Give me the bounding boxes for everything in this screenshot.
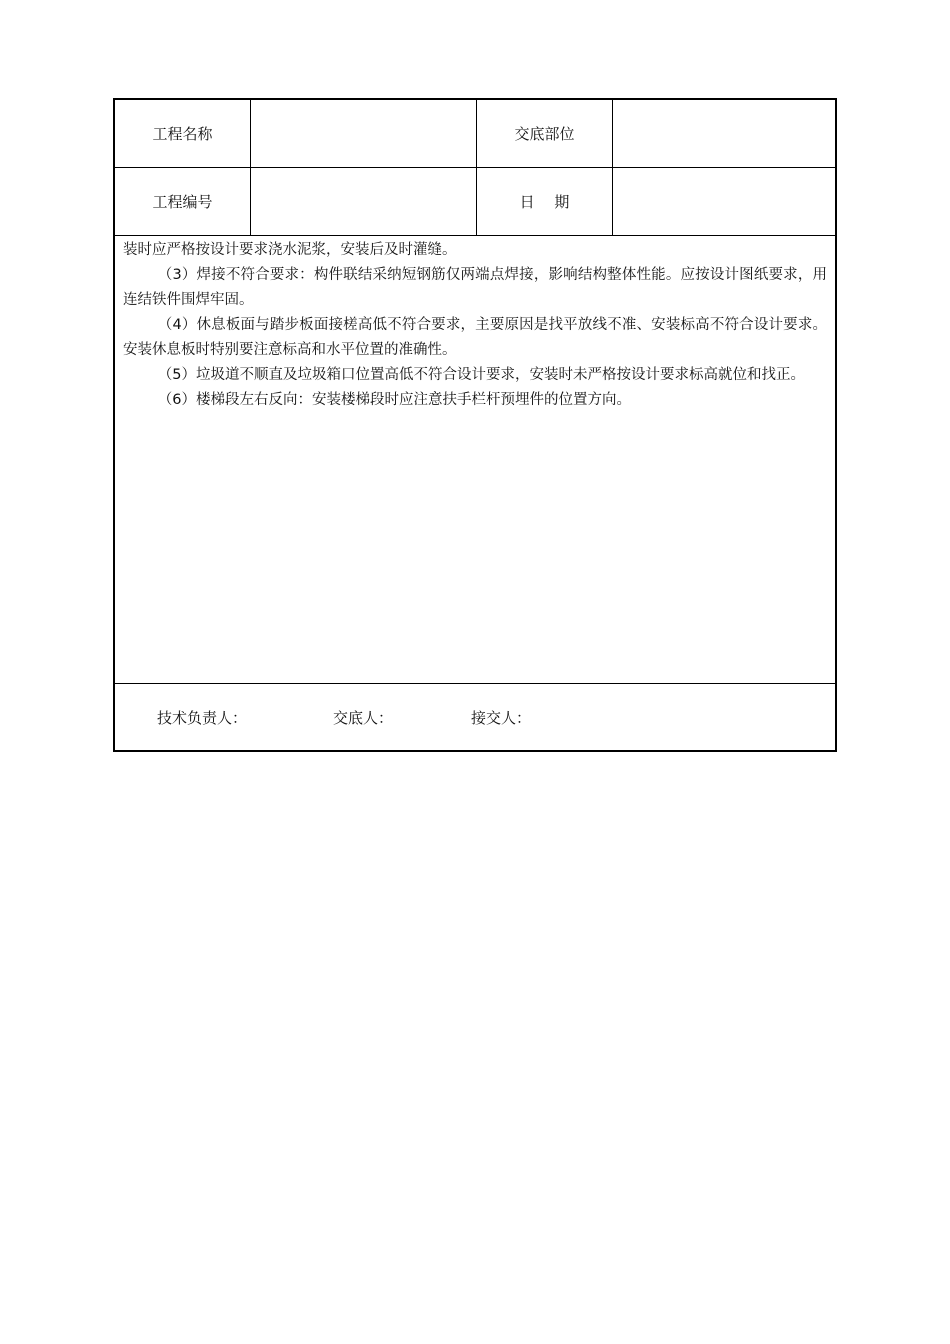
header-row-1 [115, 100, 835, 168]
content-paragraph: （3）焊接不符合要求：构件联结采纳短钢筋仅两端点焊接，影响结构整体性能。应按设计图纸要求，用连结铁件围焊牢固。 [123, 267, 827, 308]
content-paragraph: （5）垃圾道不顺直及垃圾箱口位置高低不符合设计要求，安装时未严格按设计要求标高就位和找正。 [157, 367, 806, 383]
receiver-signature-label: 接交人： [471, 708, 532, 727]
discloser-signature-label: 交底人： [333, 708, 394, 727]
project-name-label: 工程名称 [115, 100, 251, 167]
tech-lead-signature-label: 技术负责人： [157, 708, 248, 727]
disclosure-part-field[interactable] [613, 100, 835, 167]
project-name-field[interactable] [251, 100, 477, 167]
content-paragraph: 装时应严格按设计要求浇水泥浆，安装后及时灌缝。 [123, 242, 457, 258]
content-paragraph: （4）休息板面与踏步板面接槎高低不符合要求，主要原因是找平放线不准、安装标高不符合设计要求。安装休息板时特别要注意标高和水平位置的准确性。 [123, 317, 827, 358]
date-label: 日 期 [477, 168, 613, 235]
header-row-2 [115, 168, 835, 236]
content-paragraph: （6）楼梯段左右反向：安装楼梯段时应注意扶手栏杆预埋件的位置方向。 [157, 392, 632, 408]
project-number-label: 工程编号 [115, 168, 251, 235]
disclosure-form [113, 98, 837, 752]
project-number-field[interactable] [251, 168, 477, 235]
date-field[interactable] [613, 168, 835, 235]
signature-row [115, 684, 835, 750]
disclosure-part-label: 交底部位 [477, 100, 613, 167]
disclosure-content [115, 236, 835, 684]
